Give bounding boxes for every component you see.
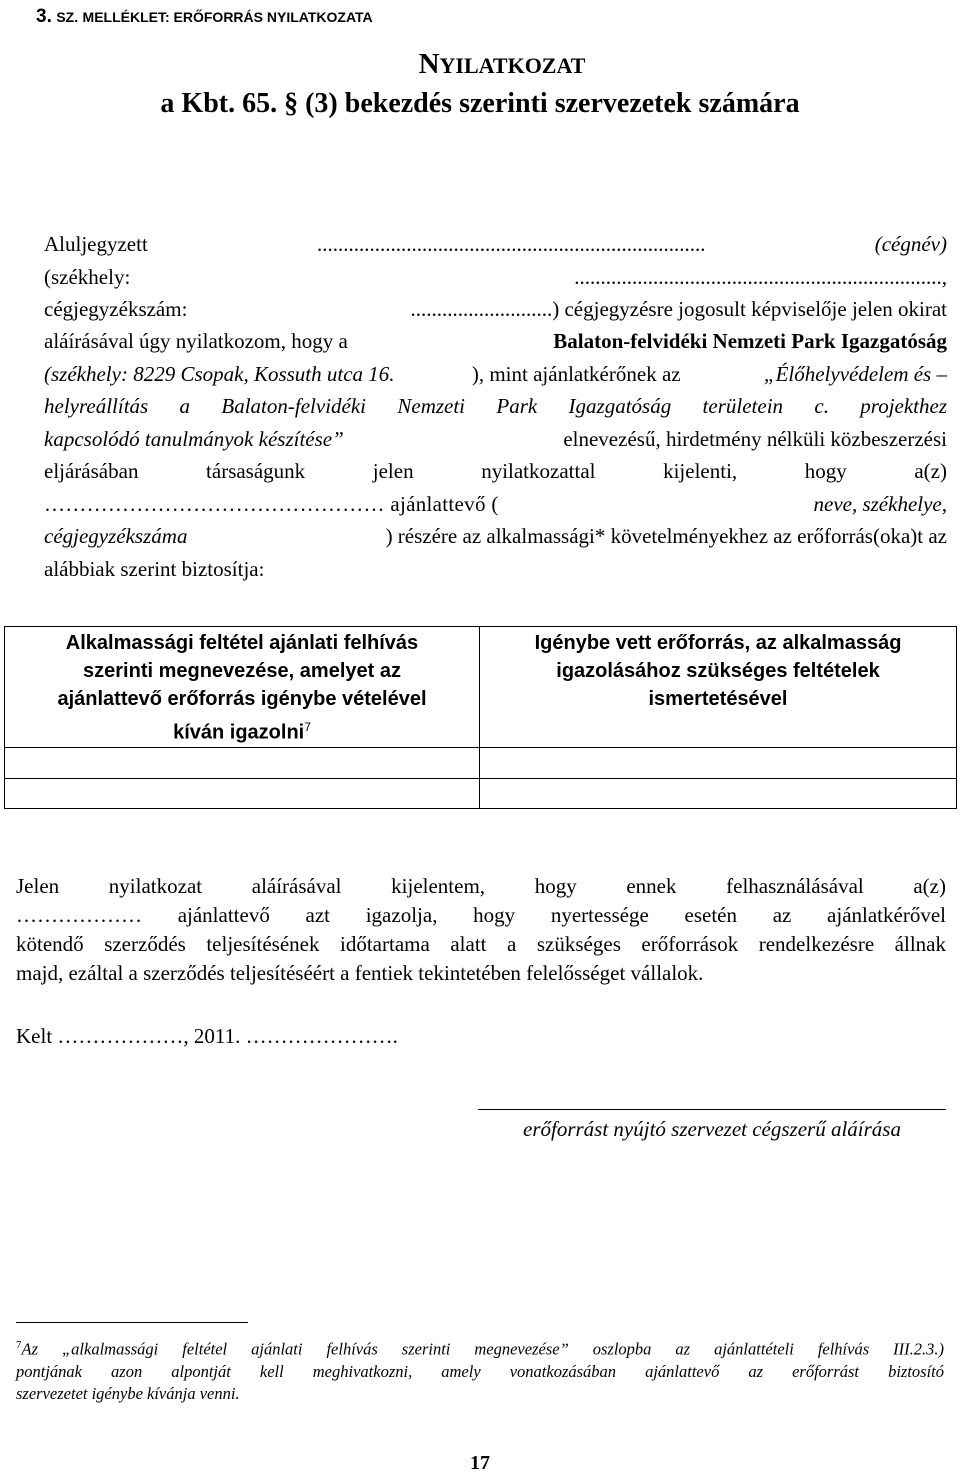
table-cell-empty[interactable]: [480, 747, 957, 778]
seat-label: (székhely:: [44, 265, 131, 289]
footnote-ref: 7: [304, 720, 311, 734]
footnote-separator: [16, 1322, 248, 1323]
footnote-line-3: szervezetet igénybe kívánja venni.: [16, 1383, 240, 1403]
bidder-blank: ………………………………………… ajánlattevő (: [44, 492, 499, 516]
body-line-9: [44, 492, 947, 516]
signature-rule: [478, 1109, 946, 1110]
declaration-line-3: kötendő szerződés teljesítésének időtartama alatt a szükséges erőforrások rendelkezésre állnak: [16, 932, 946, 956]
bidder-details-label: neve, székhelye,: [813, 492, 947, 516]
body-text-7b: elnevezésű, hirdetmény nélküli közbeszerzési: [563, 427, 947, 451]
page-number: 17: [470, 1452, 490, 1474]
footnote-line-1: Az „alkalmassági feltétel ajánlati felhívás szerinti megnevezése” oszlopba az ajánlattételi felhívás III.2.3.): [21, 1339, 944, 1359]
table-row: [5, 747, 957, 778]
annex-heading: [36, 6, 373, 28]
col2-header-line: ismertetésével: [648, 688, 788, 710]
reg-number-label: cégjegyzékszám:: [44, 297, 188, 321]
footnote-line-2: pontjának azon alpontját kell meghivatkozni, amely vonatkozásában ajánlattevő az erőforrást biztosító: [16, 1361, 944, 1381]
col1-header-line: szerinti megnevezése, amelyet az: [83, 660, 401, 682]
table-header-row: [5, 627, 957, 748]
body-line-4: [44, 329, 947, 353]
body-line-1: [44, 232, 947, 256]
project-title-end: kapcsolódó tanulmányok készítése”: [44, 427, 344, 451]
col2-header-line: igazolásához szükséges feltételek: [556, 660, 880, 682]
body-line-8: eljárásában társaságunk jelen nyilatkozattal kijelenti, hogy a(z): [44, 459, 947, 483]
body-line-11: alábbiak szerint biztosítja:: [44, 557, 265, 581]
authority-seat: (székhely: 8229 Csopak, Kossuth utca 16.: [44, 362, 395, 386]
col1-header-line: kíván igazolni: [173, 721, 305, 744]
title-rest: YILATKOZAT: [439, 53, 586, 78]
title-initial: N: [418, 48, 440, 80]
col2-header-line: Igénybe vett erőforrás, az alkalmasság: [534, 632, 902, 654]
annex-title: MELLÉKLET: ERŐFORRÁS NYILATKOZATA: [82, 9, 373, 25]
footnote-mark: 7: [16, 1339, 22, 1351]
resource-table: [4, 626, 957, 809]
document-subtitle: a Kbt. 65. § (3) bekezdés szerinti szervezetek számára: [160, 88, 800, 119]
table-row: [5, 778, 957, 808]
date-line: Kelt ………………, 2011. ………………….: [16, 1024, 398, 1048]
project-title-start: „Élőhelyvédelem és –: [763, 362, 947, 386]
body-text-4a: aláírásával úgy nyilatkozom, hogy a: [44, 329, 348, 353]
document-title: [0, 48, 960, 81]
body-line-5: [44, 362, 947, 386]
seat-blank: ......................................................................,: [574, 265, 947, 289]
company-name-blank: ..........................................................................: [317, 232, 706, 256]
bidder-reg-label: cégjegyzékszáma: [44, 524, 188, 548]
table-cell-empty[interactable]: [5, 747, 480, 778]
col1-header-line: ajánlattevő erőforrás igénybe vételével: [57, 688, 427, 710]
table-header-col1: [5, 627, 480, 748]
declaration-line-1: Jelen nyilatkozat aláírásával kijelentem, hogy ennek felhasználásával a(z): [16, 874, 946, 898]
body-line-2: [44, 265, 947, 289]
body-line-10: [44, 524, 947, 548]
aluljegyzett-label: Aluljegyzett: [44, 232, 148, 256]
declaration-line-4: majd, ezáltal a szerződés teljesítéséért a fentiek tekintetében felelősséget vállalok.: [16, 961, 704, 985]
annex-sz: SZ.: [56, 9, 79, 25]
footnote: [16, 1334, 944, 1405]
col1-header-line: Alkalmassági feltétel ajánlati felhívás: [65, 632, 419, 654]
body-text-5b: ), mint ajánlatkérőnek az: [471, 362, 681, 386]
annex-number: 3.: [36, 6, 52, 27]
table-header-col2: [480, 627, 957, 748]
body-line-7: [44, 427, 947, 451]
declaration-line-2: ……………… ajánlattevő azt igazolja, hogy nyertessége esetén az ajánlatkérővel: [16, 903, 946, 927]
body-line-3: [44, 297, 947, 321]
signature-caption: erőforrást nyújtó szervezet cégszerű aláírása: [523, 1117, 901, 1141]
body-text-10b: ) részére az alkalmassági* követelményekhez az erőforrás(oka)t az: [385, 524, 947, 548]
contracting-authority-name: Balaton-felvidéki Nemzeti Park Igazgatóság: [553, 329, 947, 353]
table-cell-empty[interactable]: [5, 778, 480, 808]
table-cell-empty[interactable]: [480, 778, 957, 808]
reg-number-rest: ...........................) cégjegyzésre jogosult képviselője jelen okirat: [410, 297, 947, 321]
body-line-6: helyreállítás a Balaton-felvidéki Nemzeti Park Igazgatóság területein c. projekthez: [44, 394, 947, 418]
company-name-label: (cégnév): [874, 232, 947, 256]
